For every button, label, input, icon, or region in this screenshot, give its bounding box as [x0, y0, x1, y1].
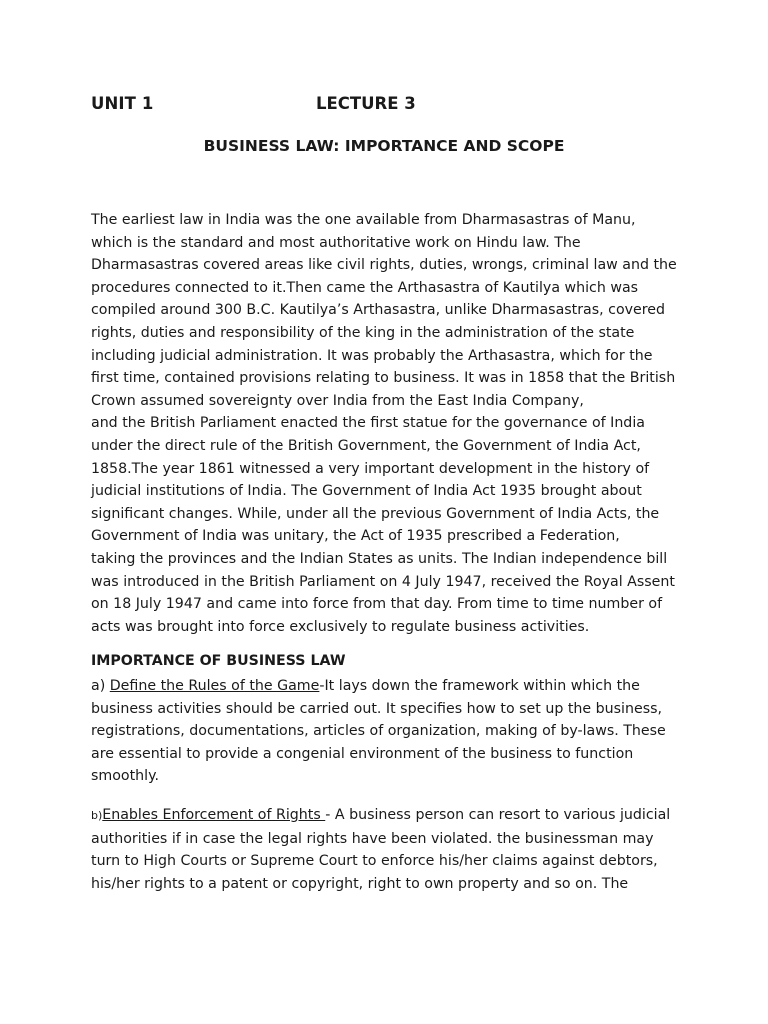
intro-line: taking the provinces and the Indian States as units. The Indian independence bill	[91, 550, 668, 567]
intro-line: rights, duties and responsibility of the king in the administration of the state	[91, 324, 635, 341]
item-b-first-line	[91, 804, 691, 828]
intro-line: 1858.The year 1861 witnessed a very important development in the history of	[91, 460, 650, 477]
item-text: - A business person can resort to various judicial	[325, 807, 671, 823]
intro-line: judicial institutions of India. The Government of India Act 1935 brought about	[91, 483, 642, 500]
item-line: registrations, documentations, articles of organization, making of by-laws. These	[91, 723, 666, 740]
item-line: authorities if in case the legal rights have been violated. the businessman may	[91, 830, 654, 847]
item-marker: b)	[91, 809, 103, 822]
intro-line: procedures connected to it.Then came the Arthasastra of Kautilya which was	[91, 279, 639, 296]
item-line: turn to High Courts or Supreme Court to enforce his/her claims against debtors,	[91, 853, 658, 870]
item-a-first-line	[91, 675, 691, 698]
importance-item-a	[91, 675, 691, 788]
intro-line: on 18 July 1947 and came into force from that day. From time to time number of	[91, 596, 663, 613]
item-marker: a)	[91, 678, 110, 694]
intro-line: significant changes. While, under all the previous Government of India Acts, the	[91, 505, 660, 522]
item-title: Enables Enforcement of Rights	[102, 807, 326, 823]
intro-line: under the direct rule of the British Government, the Government of India Act,	[91, 437, 641, 454]
item-line: his/her rights to a patent or copyright, right to own property and so on. The	[91, 875, 629, 892]
intro-paragraph	[91, 209, 691, 638]
intro-line: first time, contained provisions relating to business. It was in 1858 that the British	[91, 370, 676, 387]
intro-line: acts was brought into force exclusively to regulate business activities.	[91, 618, 590, 635]
intro-line: was introduced in the British Parliament on 4 July 1947, received the Royal Assent	[91, 573, 675, 590]
page-title: BUSINESS LAW: IMPORTANCE AND SCOPE	[203, 137, 565, 155]
item-line: business activities should be carried out. It specifies how to set up the business,	[91, 700, 662, 717]
intro-line: which is the standard and most authoritative work on Hindu law. The	[91, 234, 581, 251]
item-text: -It lays down the framework within which the	[319, 678, 640, 694]
intro-line: including judicial administration. It was probably the Arthasastra, which for the	[91, 347, 653, 364]
intro-line: compiled around 300 B.C. Kautilya’s Arthasastra, unlike Dharmasastras, covered	[91, 302, 666, 319]
intro-line: Dharmasastras covered areas like civil rights, duties, wrongs, criminal law and the	[91, 257, 677, 274]
intro-line: Crown assumed sovereignty over India from the East India Company,	[91, 392, 584, 409]
item-title: Define the Rules of the Game	[109, 678, 320, 694]
item-line: are essential to provide a congenial environment of the business to function	[91, 745, 634, 762]
item-line: smoothly.	[91, 768, 159, 785]
section-heading: IMPORTANCE OF BUSINESS LAW	[91, 653, 346, 669]
importance-item-b	[91, 804, 691, 895]
lecture-label: LECTURE 3	[316, 94, 416, 113]
intro-line: and the British Parliament enacted the first statue for the governance of India	[91, 415, 645, 432]
unit-label: UNIT 1	[91, 94, 154, 113]
intro-line: The earliest law in India was the one available from Dharmasastras of Manu,	[91, 212, 636, 228]
intro-line: Government of India was unitary, the Act of 1935 prescribed a Federation,	[91, 528, 620, 545]
